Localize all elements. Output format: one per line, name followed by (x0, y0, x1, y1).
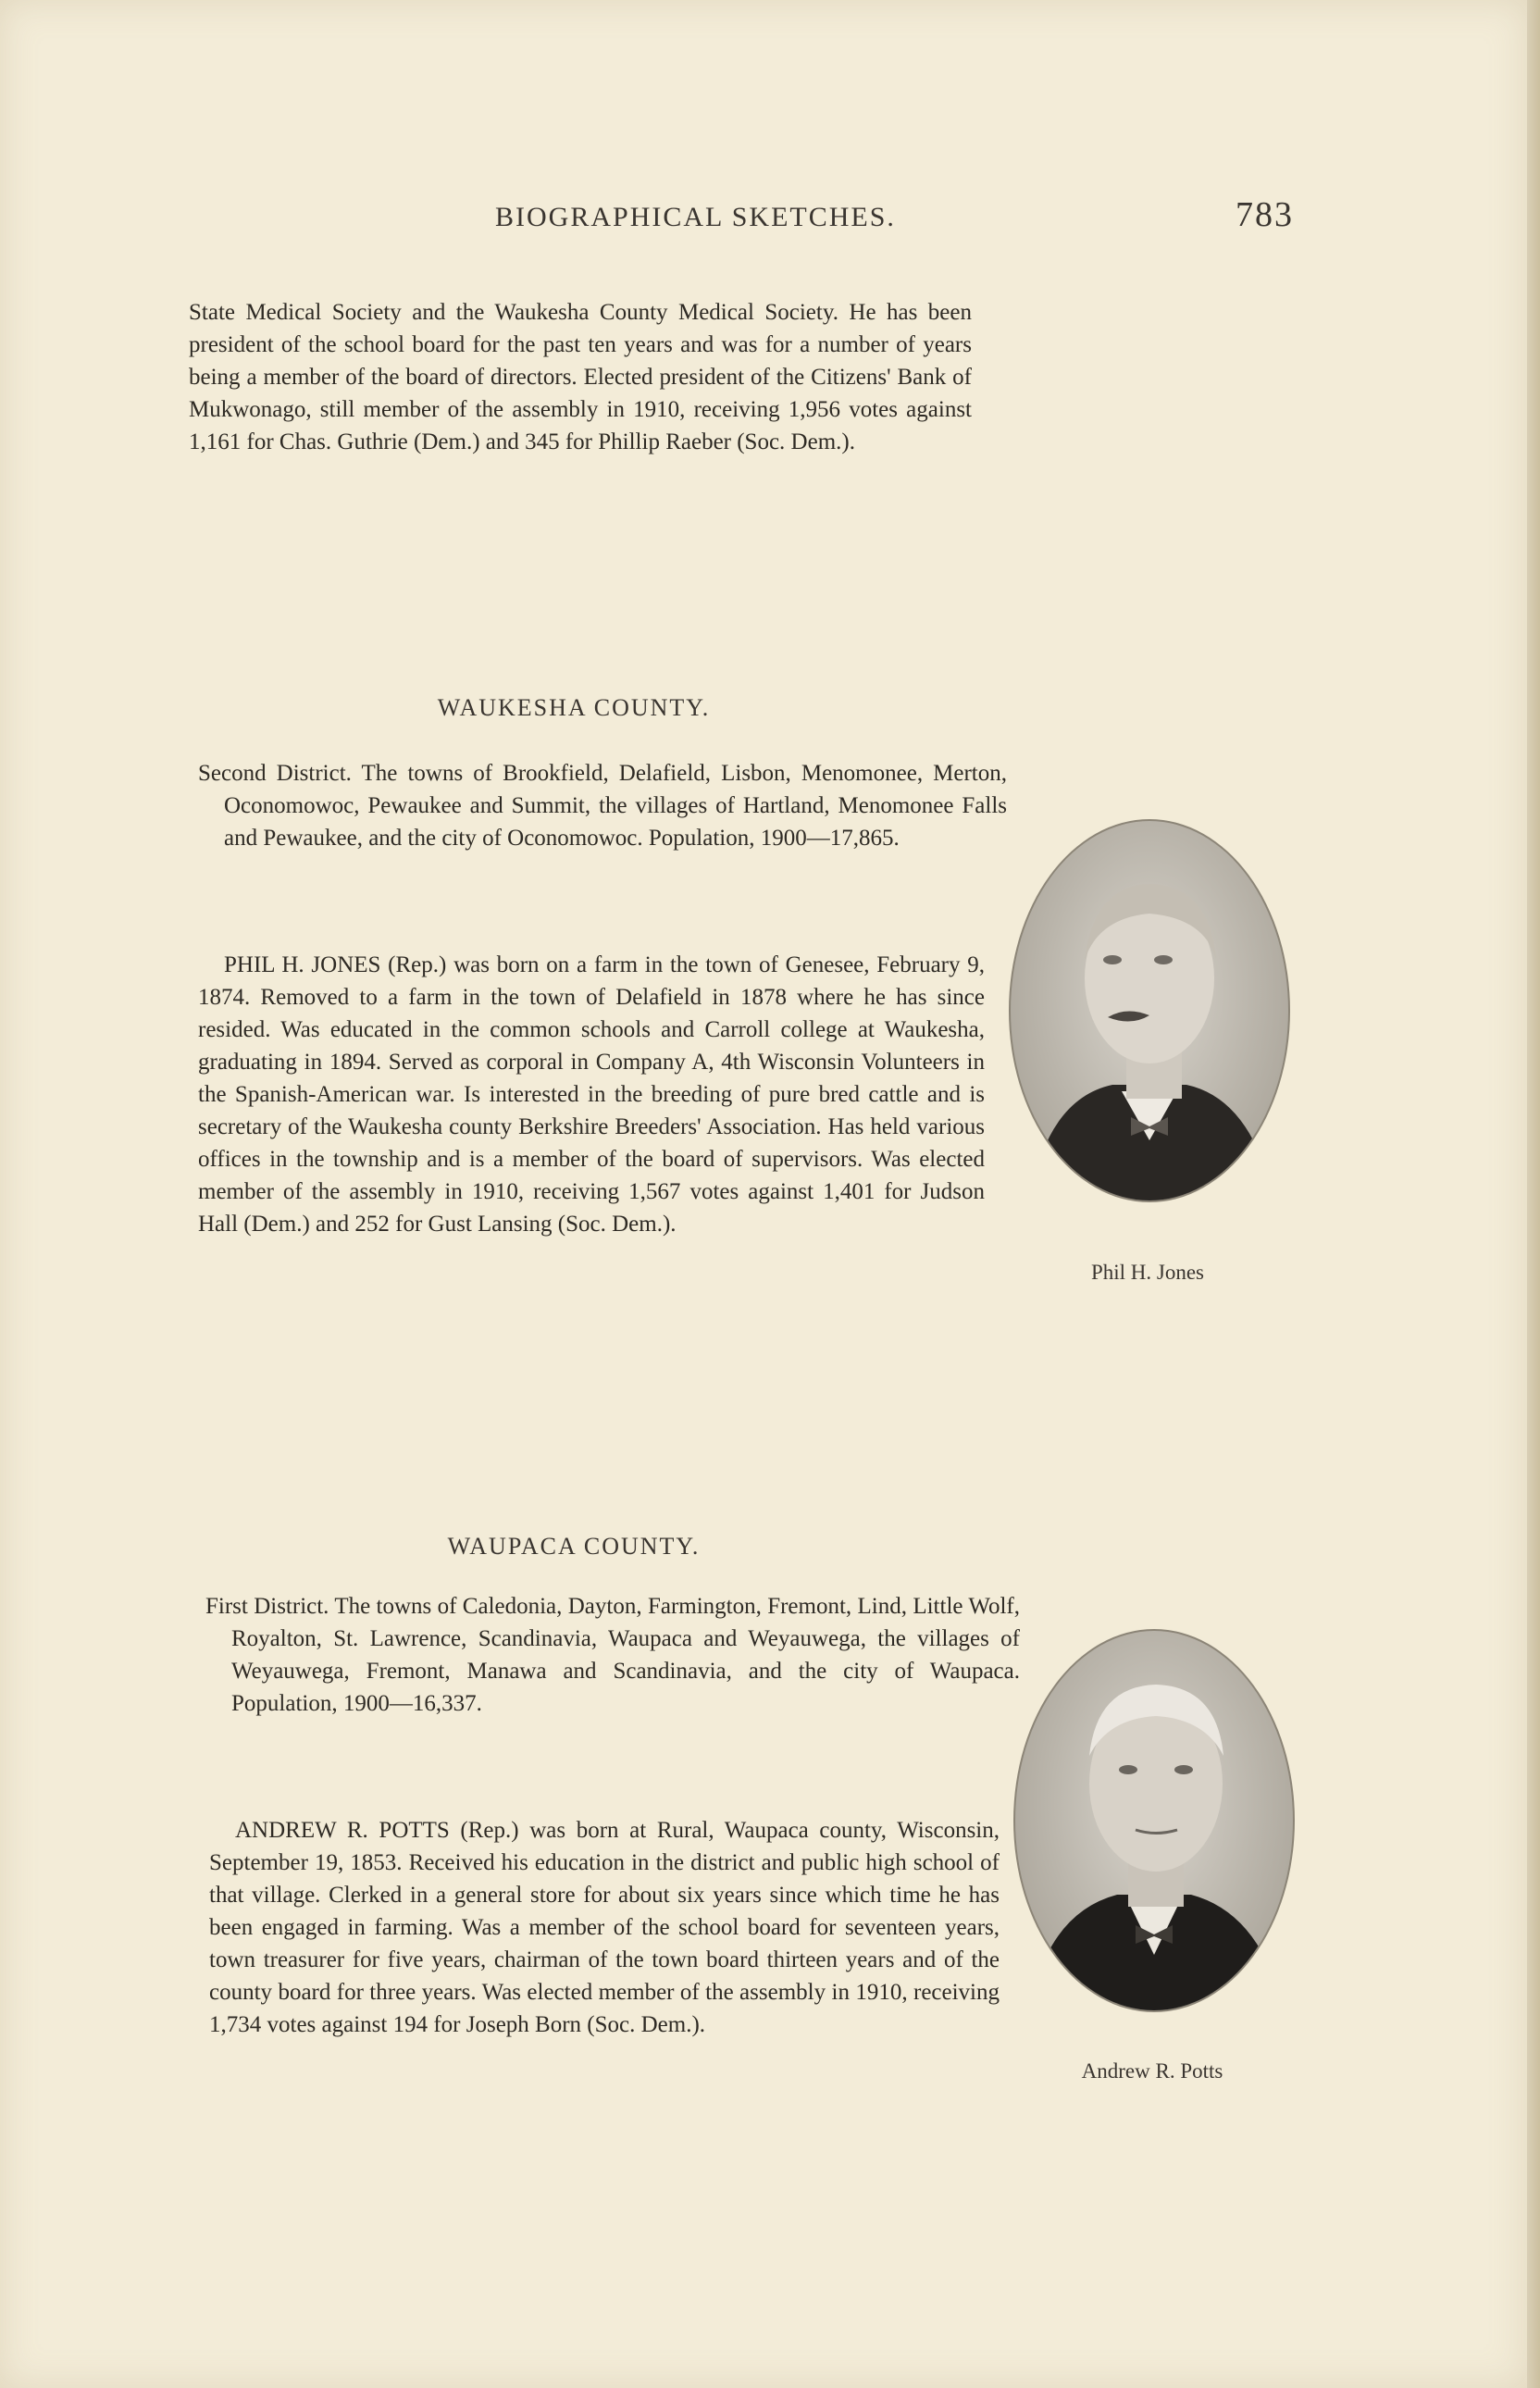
caption-phil-h-jones: Phil H. Jones (1090, 1261, 1205, 1284)
section-heading-waupaca: WAUPACA COUNTY. (447, 1533, 701, 1560)
man-portrait-icon (1015, 1631, 1293, 2010)
district-description-waukesha: Second District. The towns of Brookfield, Delafield, Lisbon, Menomonee, Merton, Oconomowoc, Pewaukee and Summit, the villages of Hartland, Menomonee Falls and Pewaukee, and the city of Oconomowoc. Population, 1900—17,865. (198, 761, 1007, 851)
caption-andrew-r-potts: Andrew R. Potts (1081, 2059, 1223, 2083)
portrait-phil-h-jones (1009, 819, 1290, 1202)
biography-andrew-r-potts: ANDREW R. POTTS (Rep.) was born at Rural, Waupaca county, Wisconsin, September 19, 1853. Received his education in the district and public high school of that village. Clerked in a general store for about six years since which time he has been engaged in farming. Was a member of the school board for seventeen years, town treasurer for five years, chairman of the town board thirteen years and of the county board for three years. Was elected member of the assembly in 1910, receiving 1,734 votes against 194 for Joseph Born (Soc. Dem.). (209, 1818, 1000, 2037)
page-edge (1527, 0, 1540, 2388)
continued-paragraph: State Medical Society and the Waukesha County Medical Society. He has been president of the school board for the past ten years and was for a number of years being a member of the board of directors. Elected president of the Citizens' Bank of Mukwonago, still member of the assembly in 1910, receiving 1,956 votes against 1,161 for Chas. Guthrie (Dem.) and 345 for Phillip Raeber (Soc. Dem.). (189, 300, 972, 454)
biography-phil-h-jones: PHIL H. JONES (Rep.) was born on a farm in the town of Genesee, February 9, 1874. Removed to a farm in the town of Delafield in 1878 where he has since resided. Was educated in the common schools and Carroll college at Waukesha, graduating in 1894. Served as corporal in Company A, 4th Wisconsin Volunteers in the Spanish-American war. Is interested in the breeding of pure bred cattle and is secretary of the Waukesha county Berkshire Breeders' Association. Has held various offices in the township and is a member of the board of supervisors. Was elected member of the assembly in 1910, receiving 1,567 votes against 1,401 for Judson Hall (Dem.) and 252 for Gust Lansing (Soc. Dem.). (198, 952, 985, 1237)
district-description-waupaca: First District. The towns of Caledonia, Dayton, Farmington, Fremont, Lind, Little Wolf, Royalton, St. Lawrence, Scandinavia, Waupaca and Weyauwega, the villages of Weyauwega, Fremont, Manawa and Scandinavia, and the city of Waupaca. Population, 1900—16,337. (205, 1594, 1020, 1716)
man-portrait-icon (1011, 821, 1288, 1200)
portrait-andrew-r-potts (1013, 1629, 1295, 2012)
running-head: BIOGRAPHICAL SKETCHES. (495, 202, 896, 232)
page-number: 783 (1236, 195, 1294, 234)
section-heading-waukesha: WAUKESHA COUNTY. (437, 694, 711, 721)
